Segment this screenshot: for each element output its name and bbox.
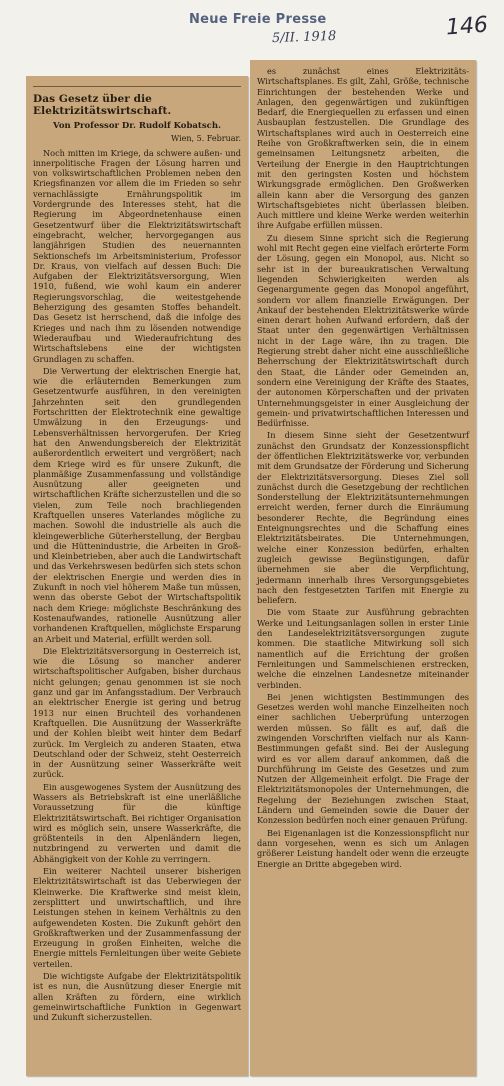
article-headline: Das Gesetz über die Elektrizitätswirtschaft. [33,93,172,117]
article-byline: Von Professor Dr. Rudolf Kobatsch. [53,121,221,131]
clipping-right-column [250,60,476,1076]
right-paragraph: Bei jenen wichtigsten Bestimmungen des Gesetzes werden wohl manche Einzelheiten noch einer sachlichen Ueberprüfung unterzogen werden müssen. So fällt es auf, daß die zwingenden Vorschriften vielfach nur als Kann-Bestimmungen gefaßt sind. Bei der Auslegung wird es vor allem darauf ankommen, daß die Durchführung im Geiste des Gesetzes und zum Nutzen der Allgemeinheit erfolgt. Die Frage der Elektrizitätsmonopoles der Unternehmungen, die Regelung der Beziehungen zwischen Staat, Ländern und Gemeinden sowie die Dauer der Konzession bedürfen noch einer genauen Prüfung. [257,691,469,826]
archive-number: 146 [445,12,489,41]
right-paragraph: Die vom Staate zur Ausführung gebrachten Werke und Leitungsanlagen sollen in erster Linie den Landeselektrizitätsversorgungen zugute kommen. Die staatliche Mitwirkung soll sich namentlich auf die Errichtung der großen Fernleitungen und Sammelschienen erstrecken, welche die einzelnen Landesnetze miteinander verbinden. [257,607,469,690]
right-paragraph: Zu diesem Sinne spricht sich die Regierung wohl mit Recht gegen eine vielfach erörterte Form der Lösung, gegen ein Monopol, aus. Nicht so sehr ist in der bureaukratischen Verwaltung liegenden Schwierigkeiten werden als Gegenargumente gegen das Monopol angeführt, sondern vor allem finanzielle Erwägungen. Der Ankauf der bestehenden Elektrizitätswerke würde einen derart hohen Aufwand erfordern, daß der Staat unter den gegenwärtigen Verhältnissen nicht in der Lage wäre, ihn zu tragen. Die Regierung strebt daher nicht eine ausschließliche Beherrschung der Elektrizitätswirtschaft durch den Staat, die Länder oder Gemeinden an, sondern eine Vereinigung der Kräfte des Staates, der autonomen Körperschaften und der privaten Unternehmungsgeister in einer Ausgleichung der gemein- und privatwirtschaftlichen Interessen und Bedürfnisse. [257,232,469,429]
left-paragraph: Ein ausgewogenes System der Ausnützung des Wassers als Betriebskraft ist eine unerläßliche Voraussetzung für die künftige Elektrizitätswirtschaft. Bei richtiger Organisation wird es möglich sein, unsere Wasserkräfte, die größtenteils in den Alpenländern liegen, nutzbringend zu verwerten und damit die Abhängigkeit von der Kohle zu verringern. [33,781,241,864]
left-paragraph: Ein weiterer Nachteil unserer bisherigen Elektrizitätswirtschaft ist das Ueberwiegen der Kleinwerke. Die Kraftwerke sind meist klein, zersplittert und unwirtschaftlich, und ihre Leistungen stehen in keinem Verhältnis zu den aufgewendeten Kosten. Die Zukunft gehört den Großkraftwerken und der Zusammenfassung der Erzeugung in großen Einheiten, welche die Energie mittels Fernleitungen über weite Gebiete verteilen. [33,866,241,969]
top-rule [33,86,241,87]
newspaper-stamp: Neue Freie Presse [189,12,327,27]
clipping-edge [250,1046,476,1076]
handwritten-date: 5/II. 1918 [271,28,337,47]
right-paragraph: es zunächst eines Elektrizitäts-Wirtschaftsplanes. Es gilt, Zahl, Größe, technische Einrichtungen der bestehenden Werke und Anlagen, den gegenwärtigen und zukünftigen Bedarf, die Energiequellen zu erfassen und einen Ausbauplan festzustellen. Die Grundlage des Wirtschaftsplanes wird auch in Oesterreich eine Reihe von Großkraftwerken sein, die in einem gemeinsamen Leitungsnetz arbeiten, die Verteilung der Energie in den Hauptrichtungen mit den geringsten Kosten und höchstem Wirkungsgrade ermöglichen. Den Großwerken allein kann aber die Versorgung des ganzen Wirtschaftsgebietes nicht überlassen bleiben. Auch mittlere und kleine Werke werden weiterhin ihre Aufgabe erfüllen müssen. [257,66,469,231]
clipping-edge [26,1046,248,1076]
left-paragraph: Die Elektrizitätsversorgung in Oesterreich ist, wie die Lösung so mancher anderer wirtschaftspolitischer Aufgaben, bisher durchaus nicht gelungen; genau genommen ist sie noch ganz und gar im Anfangsstadium. Der Verbrauch an elektrischer Energie ist gering und betrug 1913 nur einen Bruchteil des vorhandenen Kraftquellen. Die Ausnützung der Wasserkräfte und der Kohlen bleibt weit hinter dem Bedarf zurück. Im Vergleich zu anderen Staaten, etwa Deutschland oder der Schweiz, steht Oesterreich in der Ausnützung seiner Wasserkräfte weit zurück. [33,645,241,780]
right-paragraph: In diesem Sinne sieht der Gesetzentwurf zunächst den Grundsatz der Konzessionspflicht der öffentlichen Elektrizitätswerke vor, verbunden mit dem Grundsatze der Förderung und Sicherung der Elektrizitätsversorgung. Dieses Ziel soll zunächst durch die Gesetzgebung der rechtlichen Sonderstellung der Elektrizitätsunternehmungen erreicht werden, ferner durch die Einräumung besonderer Rechte, die Begründung eines Enteignungsrechtes und die Schaffung eines Elektrizitätsbeirates. Die Unternehmungen, welche einer Konzession bedürfen, erhalten zugleich gewisse Begünstigungen, dafür übernehmen sie aber die Verpflichtung, jedermann innerhalb ihres Versorgungsgebietes nach den festgesetzten Tarifen mit Energie zu beliefern. [257,430,469,606]
right-paragraph: Bei Eigenanlagen ist die Konzessionspflicht nur dann vorgesehen, wenn es sich um Anlagen größerer Leistung handelt oder wenn die erzeugte Energie an Dritte abgegeben wird. [257,827,469,869]
left-paragraph: Noch mitten im Kriege, da schwere außen- und innerpolitische Fragen der Lösung harren und von volkswirtschaftlichen Problemen neben den Kriegsfinanzen vor allem die im Frieden so sehr vernachlässigte Ernährungspolitik im Vordergrunde des Interesses steht, hat die Regierung im Abgeordnetenhause einen Gesetzentwurf über die Elektrizitätswirtschaft eingebracht, welcher, hervorgegangen aus langjährigen Studien des neuernannten Sektionschefs im Arbeitsministerium, Professor Dr. Kraus, von vielfach auf dessen Buch: Die Aufgaben der Elektrizitätsversorgung, Wien 1910, fußend, wie wohl kaum ein anderer Regierungsvorschlag, die weitestgehende Beherzigung des gesamten Stoffes behandelt. Das Gesetz ist herrschend, daß die infolge des Krieges und nach ihm zu lösenden notwendige Wiederaufbau und Wiederaufrichtung des Wirtschaftslebens eine der wichtigsten Grundlagen zu schaffen. [33,147,241,364]
article-dateline: Wien, 5. Februar. [171,134,241,144]
clipping-left-column [26,76,248,1076]
left-paragraph: Die wichtigste Aufgabe der Elektrizitätspolitik ist es nun, die Ausnützung dieser Energie mit allen Kräften zu fördern, eine wirklich gemeinwirtschaftliche Funktion in Gegenwart und Zukunft sicherzustellen. [33,971,241,1023]
left-paragraph: Die Verwertung der elektrischen Energie hat, wie die erläuternden Bemerkungen zum Gesetzentwurfe ausführen, in den vereinigten Jahrzehnten seit den grundlegenden Fortschritten der Elektrotechnik eine gewaltige Umwälzung in den Erzeugungs- und Lebensverhältnissen hervorgerufen. Der Krieg hat den Anwendungsbereich der Elektrizität außerordentlich erweitert und vergrößert; nach dem Kriege wird es für unsere Zukunft, die planmäßige Zusammenfassung und vollständige Ausnützung aller geeigneten und wirtschaftlichen Kräfte sicherzustellen und die so vielen, zum Teile noch brachliegenden Kraftquellen unseres Vaterlandes mögliche zu machen. Sowohl die industrielle als auch die kleingewerbliche Güterherstellung, der Bergbau und die Hüttenindustrie, die Arbeiten in Groß- und Kleinbetrieben, aber auch die Landwirtschaft und das Verkehrswesen bedürfen sich stets schon der elektrischen Energie und werden dies in Zukunft in noch viel höherem Maße tun müssen, wenn das oberste Gebot der Wirtschaftspolitik nach dem Kriege: möglichste Beschränkung des Kostenaufwandes, rationelle Ausnützung aller vorhandenen Kraftquellen, möglichste Ersparung an Arbeit und Material, erfüllt werden soll. [33,365,241,644]
